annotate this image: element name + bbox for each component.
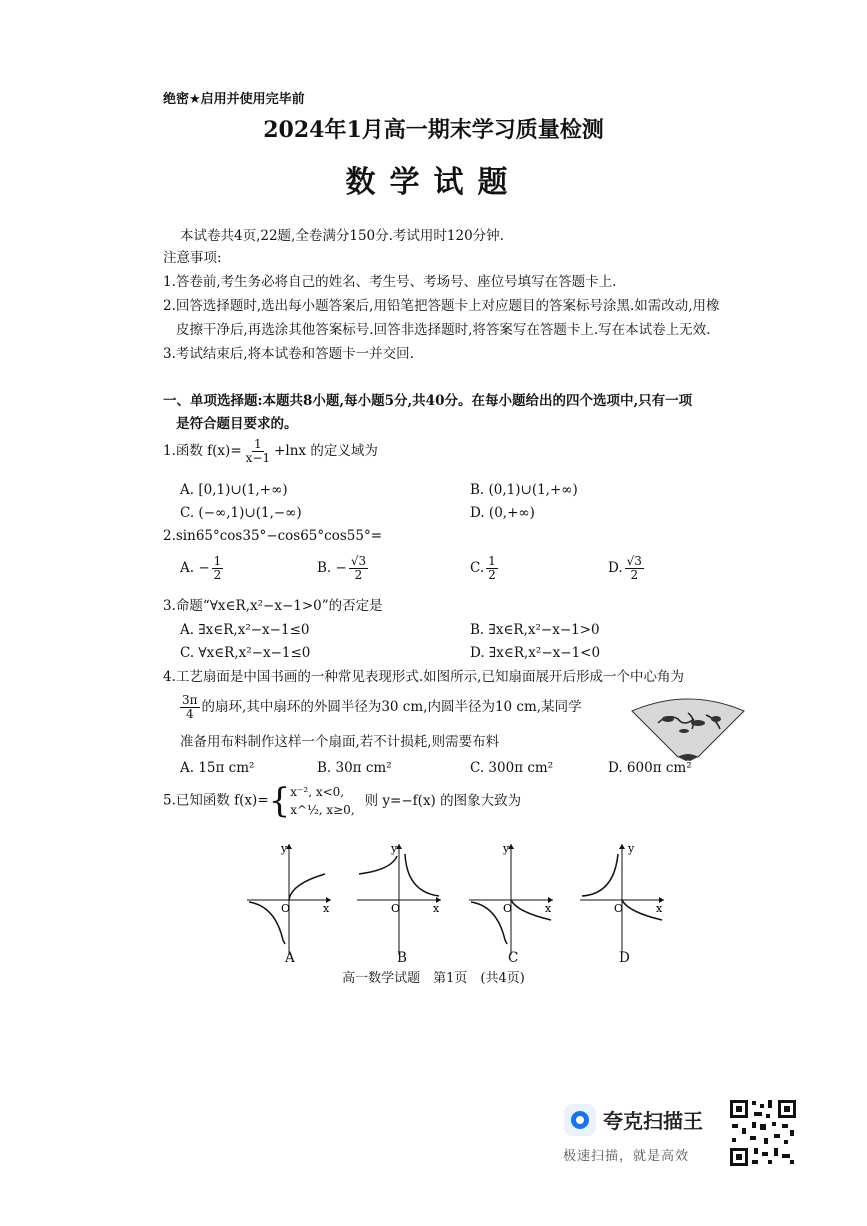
- question-1-stem: 1.函数 f(x)= $\frac{1}{x-1}$ +lnx 的定义域为: [163, 437, 378, 466]
- q1-option-d: D. (0,+∞): [470, 505, 535, 521]
- question-4-stem: 4.工艺扇面是中国书画的一种常见表现形式.如图所示,已知扇面展开后形成一个中心角为: [163, 669, 684, 685]
- svg-text:O: O: [503, 902, 513, 915]
- q2-option-b: B. − $\frac{√3}{2}$: [317, 554, 367, 583]
- notice-item-2: 2.回答选择题时,选出每小题答案后,用铅笔把答题卡上对应题目的答案标号涂黑.如需改动,用橡: [163, 298, 720, 314]
- question-3-stem: 3.命题“∀x∈R,x²−x−1>0”的否定是: [163, 598, 383, 614]
- notice-item-2-cont: 皮擦干净后,再选涂其他答案标号.回答非选择题时,将答案写在答题卡上.写在本试卷上无效.: [176, 322, 711, 338]
- q4-option-a: A. 15π cm²: [180, 760, 255, 776]
- graph-a: [245, 840, 335, 960]
- graph-label-a: A: [285, 950, 295, 966]
- svg-text:y: y: [628, 842, 635, 855]
- q3-option-d: D. ∃x∈R,x²−x−1<0: [470, 645, 601, 661]
- page-footer: 高一数学试题 第1页 (共4页): [342, 971, 525, 986]
- q3-option-b: B. ∃x∈R,x²−x−1>0: [470, 622, 600, 638]
- svg-text:y: y: [503, 842, 510, 855]
- svg-text:y: y: [391, 842, 398, 855]
- notice-item-3: 3.考试结束后,将本试卷和答题卡一并交回.: [163, 346, 414, 362]
- q1-option-b: B. (0,1)∪(1,+∞): [470, 482, 578, 498]
- notice-item-1: 1.答卷前,考生务必将自己的姓名、考生号、考场号、座位号填写在答题卡上.: [163, 274, 617, 290]
- svg-text:x: x: [323, 902, 330, 915]
- graph-d: [578, 840, 668, 960]
- svg-text:O: O: [391, 902, 401, 915]
- svg-text:x: x: [433, 902, 440, 915]
- subject-title: 数学试题: [345, 165, 522, 200]
- graph-c: [467, 840, 557, 960]
- q4-option-b: B. 30π cm²: [317, 760, 392, 776]
- svg-text:O: O: [281, 902, 291, 915]
- graph-b: [355, 840, 445, 960]
- q3-option-a: A. ∃x∈R,x²−x−1≤0: [180, 622, 310, 638]
- question-2-stem: 2.sin65°cos35°−cos65°cos55°=: [163, 528, 383, 544]
- svg-text:O: O: [614, 902, 624, 915]
- qr-code-icon: [728, 1098, 798, 1168]
- scanner-brand: 夸克扫描王: [603, 1109, 703, 1133]
- q4-option-c: C. 300π cm²: [470, 760, 554, 776]
- graph-label-c: C: [508, 950, 519, 966]
- q3-option-c: C. ∀x∈R,x²−x−1≤0: [180, 645, 311, 661]
- svg-text:x: x: [545, 902, 552, 915]
- notice-heading: 注意事项:: [163, 250, 222, 266]
- svg-text:x: x: [656, 902, 663, 915]
- question-4-stem-2: $\frac{3\pi}{4}$ 的扇环,其中扇环的外圆半径为30 cm,内圆半径为10 cm,某同学: [182, 693, 582, 722]
- question-5-stem: 5.已知函数 f(x)={ x⁻², x<0, x^½, x≥0, 则 y=−f(x) 的图象大致为: [163, 781, 522, 821]
- graph-label-b: B: [397, 950, 407, 966]
- graph-label-d: D: [619, 950, 630, 966]
- q2-option-d: D. $\frac{√3}{2}$: [608, 554, 642, 583]
- exam-title: 2024年1月高一期末学习质量检测: [263, 117, 604, 143]
- fan-illustration: [628, 693, 748, 763]
- q4-option-d: D. 600π cm²: [608, 760, 692, 776]
- scanner-slogan: 极速扫描，就是高效: [563, 1149, 690, 1164]
- secret-label: 绝密★启用并使用完毕前: [163, 92, 305, 107]
- q5-piece-1: x⁻², x<0,: [290, 785, 345, 799]
- q2-option-a: A. − $\frac{1}{2}$: [180, 554, 222, 583]
- question-4-stem-3: 准备用布料制作这样一个扇面,若不计损耗,则需要布料: [180, 734, 500, 750]
- scanner-logo-icon: [563, 1103, 597, 1137]
- q1-option-a: A. [0,1)∪(1,+∞): [180, 482, 288, 498]
- intro-text: 本试卷共4页,22题,全卷满分150分.考试用时120分钟.: [180, 228, 504, 244]
- section1-heading-cont: 是符合题目要求的。: [176, 416, 298, 432]
- section1-heading: 一、单项选择题:本题共8小题,每小题5分,共40分。在每小题给出的四个选项中,只有一项: [163, 393, 693, 409]
- q1-fraction: $\frac{1}{x-1}$: [245, 437, 271, 466]
- q5-piece-2: x^½, x≥0,: [290, 803, 355, 817]
- svg-text:y: y: [281, 842, 288, 855]
- q1-option-c: C. (−∞,1)∪(1,−∞): [180, 505, 302, 521]
- q2-option-c: C. $\frac{1}{2}$: [470, 554, 496, 583]
- scanner-watermark: [563, 1101, 725, 1171]
